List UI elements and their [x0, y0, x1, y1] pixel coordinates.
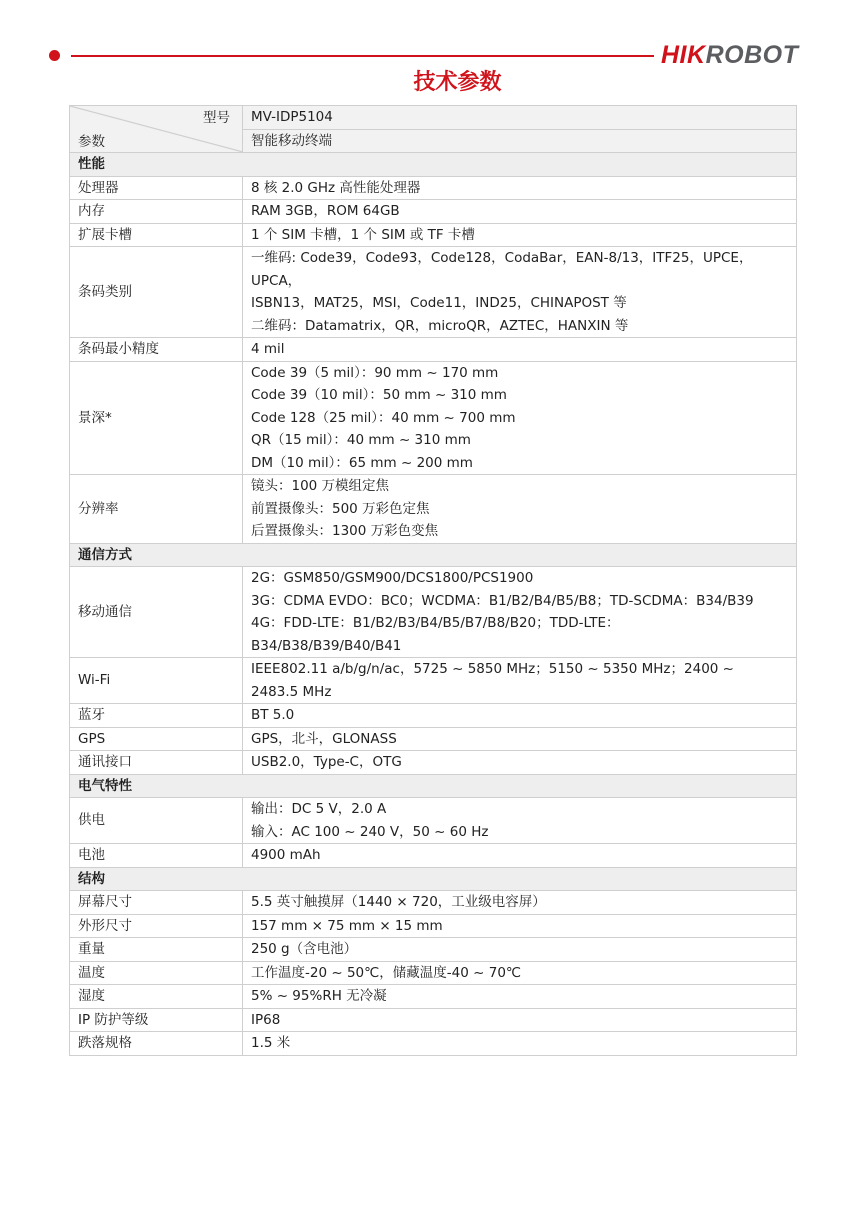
spec-label: 外形尺寸 [70, 914, 243, 938]
spec-value-line: 3G：CDMA EVDO：BC0；WCDMA：B1/B2/B4/B5/B8；TD-SCDMA：B34/B39 [251, 592, 754, 609]
spec-label: 分辨率 [70, 475, 243, 544]
section-header [70, 774, 797, 798]
spec-label: 处理器 [70, 176, 243, 200]
spec-row [70, 475, 797, 544]
spec-value-line: BT 5.0 [251, 707, 295, 723]
spec-row [70, 704, 797, 728]
spec-label: 扩展卡槽 [70, 223, 243, 247]
spec-value-line: 镜头：100 万模组定焦 [251, 478, 390, 494]
spec-label: 跌落规格 [70, 1032, 243, 1056]
spec-value [243, 338, 797, 362]
spec-row [70, 798, 797, 844]
spec-label: Wi-Fi [70, 658, 243, 704]
spec-value [243, 844, 797, 868]
spec-row [70, 338, 797, 362]
spec-value [243, 727, 797, 751]
header-diagonal-cell [70, 106, 243, 153]
spec-value-line: 输入：AC 100 ~ 240 V，50 ~ 60 Hz [251, 823, 489, 840]
logo-robot: ROBOT [705, 41, 799, 69]
spec-value [243, 961, 797, 985]
spec-value-line: QR（15 mil）：40 mm ~ 310 mm [251, 432, 471, 448]
section-title: 性能 [70, 153, 797, 177]
spec-label: 供电 [70, 798, 243, 844]
spec-value-line: 250 g（含电池） [251, 941, 358, 957]
spec-label: GPS [70, 727, 243, 751]
spec-table [69, 105, 797, 1056]
spec-value [243, 798, 797, 844]
section-header [70, 543, 797, 567]
spec-value-line: 工作温度-20 ~ 50℃，储藏温度-40 ~ 70℃ [251, 964, 522, 981]
spec-value-line: Code 39（5 mil）：90 mm ~ 170 mm [251, 364, 499, 381]
spec-value-line: GPS，北斗，GLONASS [251, 730, 397, 747]
section-title: 通信方式 [70, 543, 797, 567]
spec-value-line: 前置摄像头：500 万彩色定焦 [251, 500, 430, 517]
spec-value-line: 2483.5 MHz [251, 683, 332, 700]
spec-value [243, 1008, 797, 1032]
spec-value [243, 751, 797, 775]
spec-label: 景深* [70, 361, 243, 475]
model-desc: 智能移动终端 [243, 129, 797, 153]
page-title: 技术参数 [413, 70, 502, 95]
spec-row [70, 891, 797, 915]
spec-value-line: USB2.0，Type-C，OTG [251, 754, 402, 770]
spec-label: 条码最小精度 [70, 338, 243, 362]
spec-value-line: 1.5 米 [251, 1035, 291, 1051]
spec-value [243, 247, 797, 338]
spec-value [243, 985, 797, 1009]
spec-value [243, 938, 797, 962]
spec-row [70, 223, 797, 247]
spec-row [70, 751, 797, 775]
spec-value [243, 223, 797, 247]
spec-value-line: 1 个 SIM 卡槽，1 个 SIM 或 TF 卡槽 [251, 226, 475, 243]
spec-row [70, 1008, 797, 1032]
spec-value-line: ISBN13，MAT25，MSI，Code11，IND25，CHINAPOST 等 [251, 295, 627, 311]
spec-row [70, 176, 797, 200]
spec-row [70, 1032, 797, 1056]
spec-row [70, 658, 797, 704]
spec-value-line: 5.5 英寸触摸屏（1440 × 720，工业级电容屏） [251, 894, 546, 910]
spec-label: 蓝牙 [70, 704, 243, 728]
spec-row [70, 938, 797, 962]
spec-label: 屏幕尺寸 [70, 891, 243, 915]
spec-value [243, 176, 797, 200]
spec-value [243, 567, 797, 658]
model-label: 型号 [203, 110, 230, 126]
header-rule [71, 55, 654, 57]
spec-value-line: 8 核 2.0 GHz 高性能处理器 [251, 179, 421, 196]
spec-value-line: 二维码：Datamatrix，QR，microQR，AZTEC，HANXIN 等 [251, 317, 629, 334]
spec-row [70, 247, 797, 338]
spec-value-line: 5% ~ 95%RH 无冷凝 [251, 988, 387, 1004]
spec-label: 通讯接口 [70, 751, 243, 775]
spec-row [70, 361, 797, 475]
spec-value [243, 891, 797, 915]
brand-logo [661, 40, 798, 70]
spec-label: 重量 [70, 938, 243, 962]
spec-label: 内存 [70, 200, 243, 224]
spec-value-line: 4900 mAh [251, 847, 321, 863]
spec-row [70, 844, 797, 868]
spec-value-line: 一维码: Code39，Code93，Code128，CodaBar，EAN-8/13，ITF25，UPCE，UPCA， [251, 250, 753, 289]
spec-value-line: 4 mil [251, 341, 285, 357]
spec-value-line: 后置摄像头：1300 万彩色变焦 [251, 523, 439, 539]
spec-value-line: Code 39（10 mil）：50 mm ~ 310 mm [251, 387, 507, 403]
spec-value [243, 475, 797, 544]
spec-value [243, 704, 797, 728]
spec-row [70, 961, 797, 985]
spec-value [243, 914, 797, 938]
spec-label: 电池 [70, 844, 243, 868]
spec-value-line: DM（10 mil）：65 mm ~ 200 mm [251, 454, 473, 471]
spec-label: 湿度 [70, 985, 243, 1009]
spec-value [243, 658, 797, 704]
spec-value-line: IP68 [251, 1011, 281, 1028]
spec-value-line: Code 128（25 mil）：40 mm ~ 700 mm [251, 409, 516, 426]
spec-label: IP 防护等级 [70, 1008, 243, 1032]
section-title: 结构 [70, 867, 797, 891]
section-header [70, 153, 797, 177]
param-label: 参数 [78, 134, 105, 150]
spec-row [70, 200, 797, 224]
spec-label: 移动通信 [70, 567, 243, 658]
spec-value-line: 2G：GSM850/GSM900/DCS1800/PCS1900 [251, 570, 534, 586]
spec-value-line: 157 mm × 75 mm × 15 mm [251, 917, 443, 934]
spec-row [70, 727, 797, 751]
spec-label: 条码类别 [70, 247, 243, 338]
header-dot [49, 50, 60, 61]
spec-value [243, 1032, 797, 1056]
logo-hik: HIK [661, 41, 706, 69]
spec-value-line: B34/B38/B39/B40/B41 [251, 637, 402, 654]
spec-value-line: 输出：DC 5 V，2.0 A [251, 801, 387, 817]
section-header [70, 867, 797, 891]
spec-row [70, 985, 797, 1009]
table-header-row [70, 106, 797, 130]
spec-value [243, 361, 797, 475]
spec-row [70, 914, 797, 938]
spec-value-line: 4G：FDD-LTE：B1/B2/B3/B4/B5/B7/B8/B20；TDD-LTE： [251, 615, 620, 631]
spec-value-line: RAM 3GB，ROM 64GB [251, 203, 400, 219]
spec-value [243, 200, 797, 224]
section-title: 电气特性 [70, 774, 797, 798]
spec-row [70, 567, 797, 658]
model-value: MV-IDP5104 [243, 106, 797, 130]
spec-label: 温度 [70, 961, 243, 985]
spec-value-line: IEEE802.11 a/b/g/n/ac，5725 ~ 5850 MHz；5150 ~ 5350 MHz；2400 ~ [251, 661, 734, 677]
